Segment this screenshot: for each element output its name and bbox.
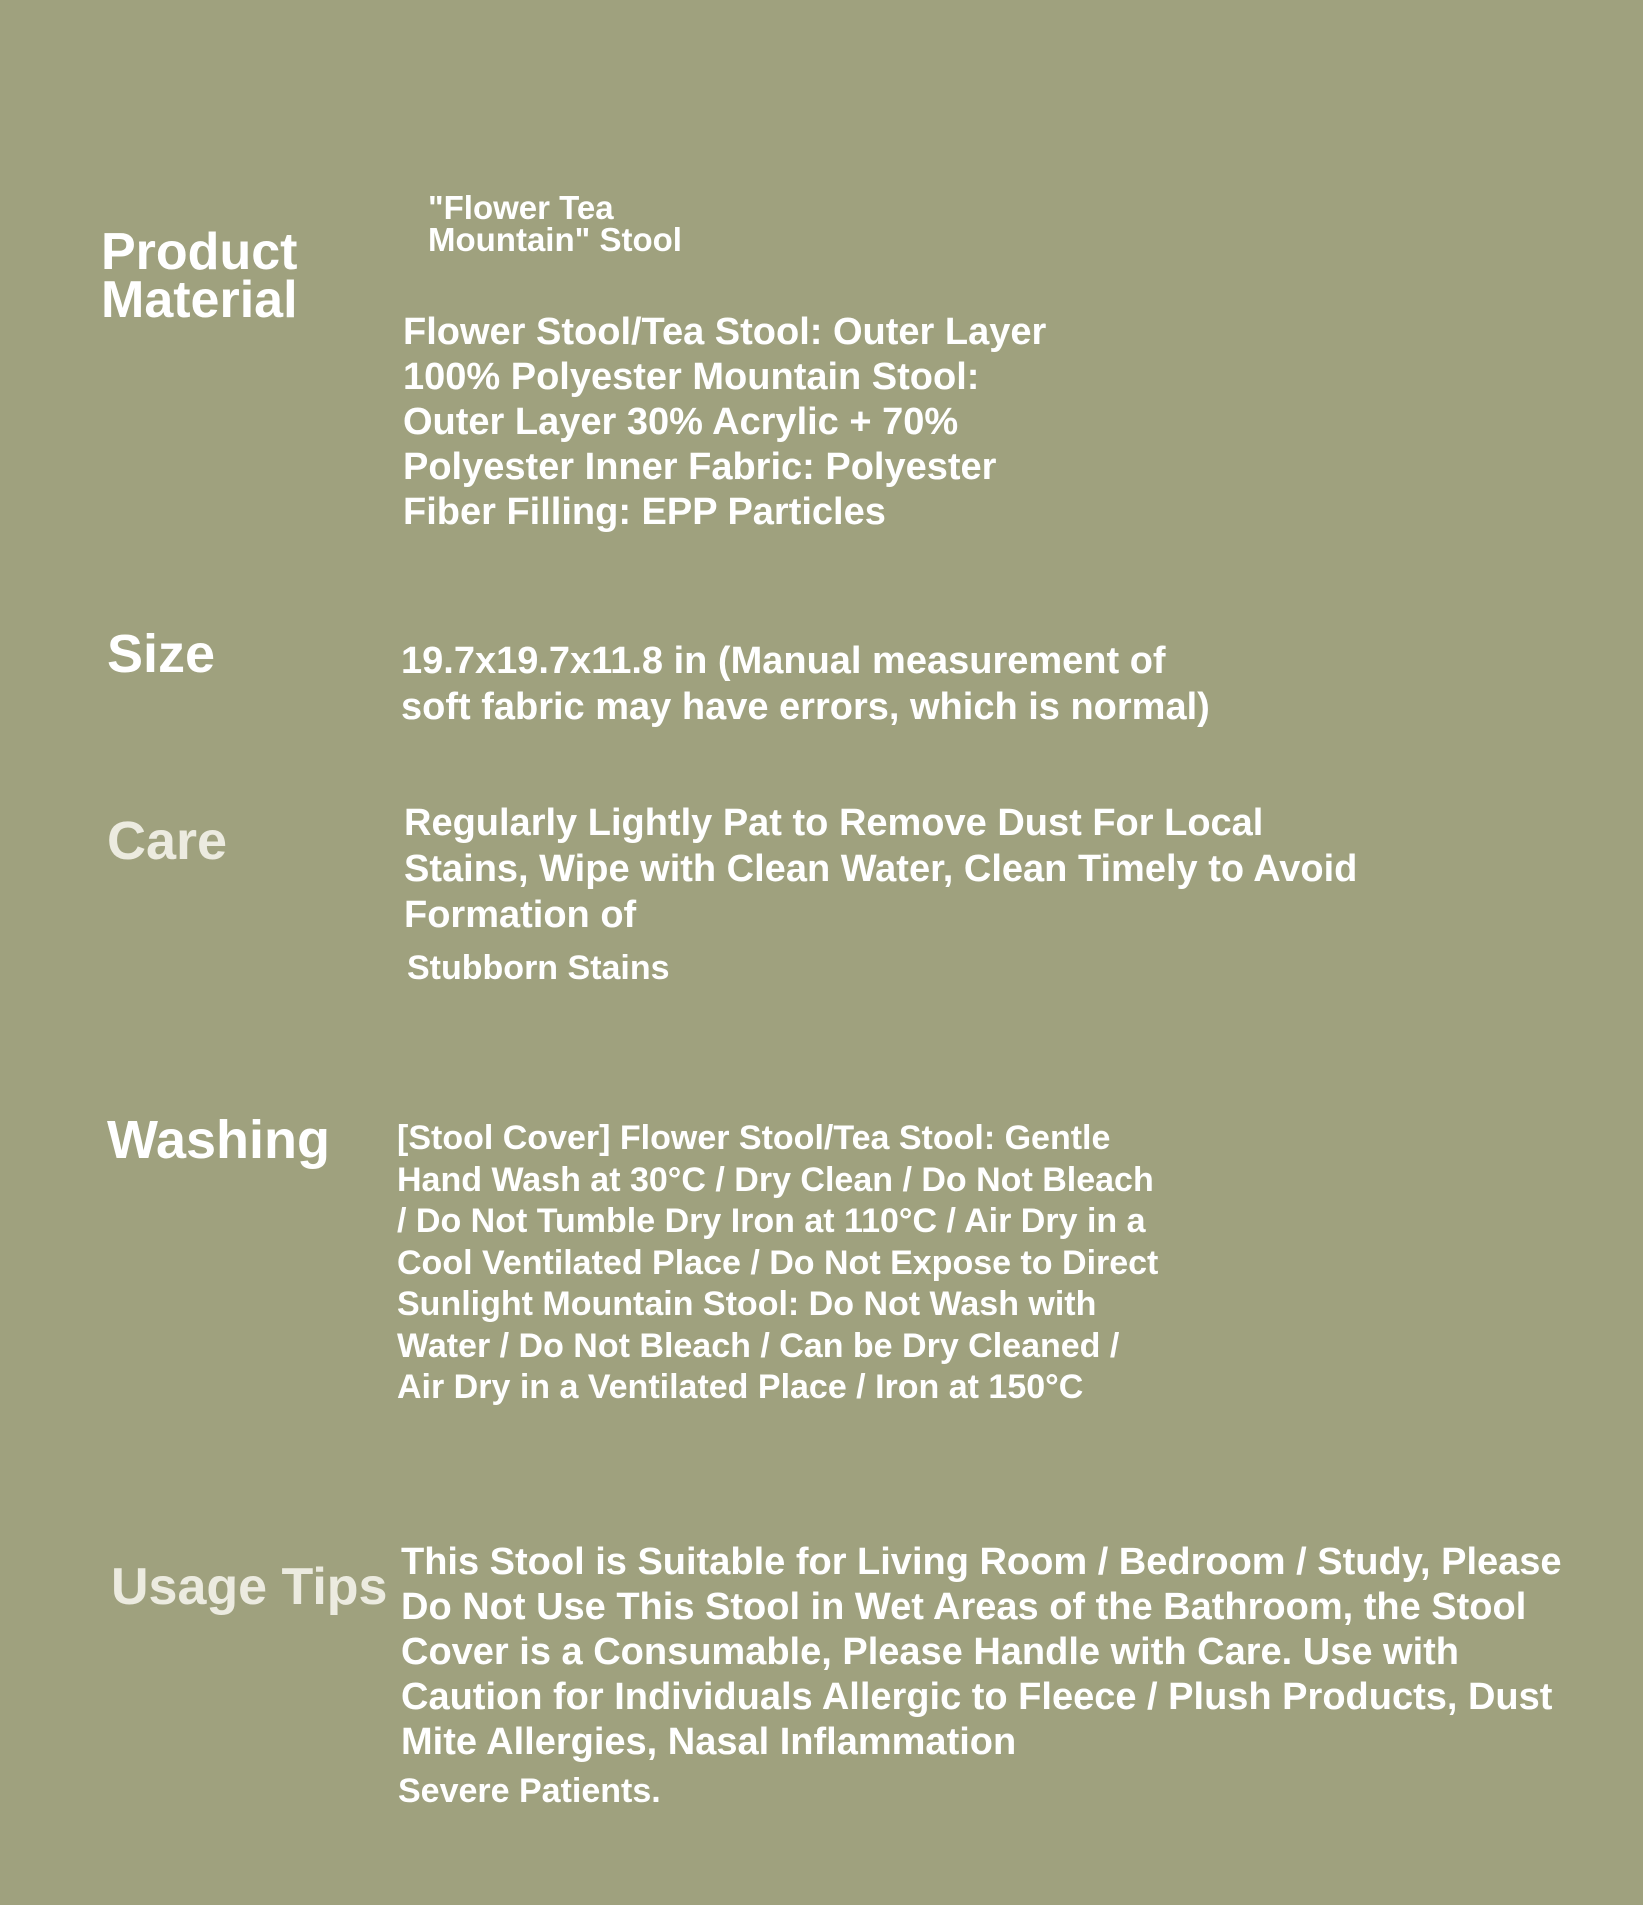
washing-line: Hand Wash at 30°C / Dry Clean / Do Not Bleach <box>397 1160 1154 1199</box>
product-name-line: "Flower Tea <box>428 189 614 226</box>
washing-line: Air Dry in a Ventilated Place / Iron at 150°C <box>397 1368 1084 1406</box>
usage-line: Mite Allergies, Nasal Inflammation <box>401 1721 1017 1763</box>
product-name-line: Mountain" Stool <box>428 221 682 258</box>
size-heading: Size <box>107 624 216 684</box>
care-line: Stains, Wipe with Clean Water, Clean Timely to Avoid <box>404 848 1358 890</box>
care-heading: Care <box>107 811 228 871</box>
care-text <box>404 800 1357 938</box>
material-line: Polyester Inner Fabric: Polyester <box>403 446 997 488</box>
care-line: Regularly Lightly Pat to Remove Dust For Local <box>404 802 1264 844</box>
material-line: Flower Stool/Tea Stool: Outer Layer <box>403 311 1047 353</box>
usage-text <box>401 1540 1562 1765</box>
usage-heading: Usage Tips <box>111 1558 388 1616</box>
usage-line: This Stool is Suitable for Living Room / Bedroom / Study, Please <box>401 1541 1562 1583</box>
washing-line: Cool Ventilated Place / Do Not Expose to Direct <box>397 1243 1159 1282</box>
product-name <box>428 189 682 258</box>
usage-line: Do Not Use This Stool in Wet Areas of the Bathroom, the Stool <box>401 1586 1527 1628</box>
usage-extra: Severe Patients. <box>398 1772 661 1810</box>
washing-text <box>397 1118 1158 1409</box>
material-line: 100% Polyester Mountain Stool: <box>403 356 980 398</box>
care-line: Formation of <box>404 894 637 936</box>
size-text <box>401 638 1210 730</box>
washing-line: Water / Do Not Bleach / Can be Dry Cleaned / <box>397 1326 1120 1365</box>
size-line: 19.7x19.7x11.8 in (Manual measurement of <box>401 640 1166 682</box>
washing-line: / Do Not Tumble Dry Iron at 110°C / Air Dry in a <box>397 1202 1146 1240</box>
material-line: Outer Layer 30% Acrylic + 70% <box>403 401 959 443</box>
washing-line: [Stool Cover] Flower Stool/Tea Stool: Gentle <box>397 1119 1111 1157</box>
material-text <box>403 310 1046 535</box>
washing-heading: Washing <box>107 1110 330 1170</box>
material-heading-line: Product <box>101 223 298 281</box>
material-heading-line: Material <box>101 271 298 329</box>
washing-line: Sunlight Mountain Stool: Do Not Wash with <box>397 1285 1097 1323</box>
material-heading <box>101 223 298 329</box>
usage-line: Cover is a Consumable, Please Handle with Care. Use with <box>401 1631 1460 1673</box>
size-line: soft fabric may have errors, which is normal) <box>401 686 1210 728</box>
care-extra: Stubborn Stains <box>407 949 670 987</box>
usage-line: Caution for Individuals Allergic to Fleece / Plush Products, Dust <box>401 1676 1553 1718</box>
material-line: Fiber Filling: EPP Particles <box>403 491 886 533</box>
